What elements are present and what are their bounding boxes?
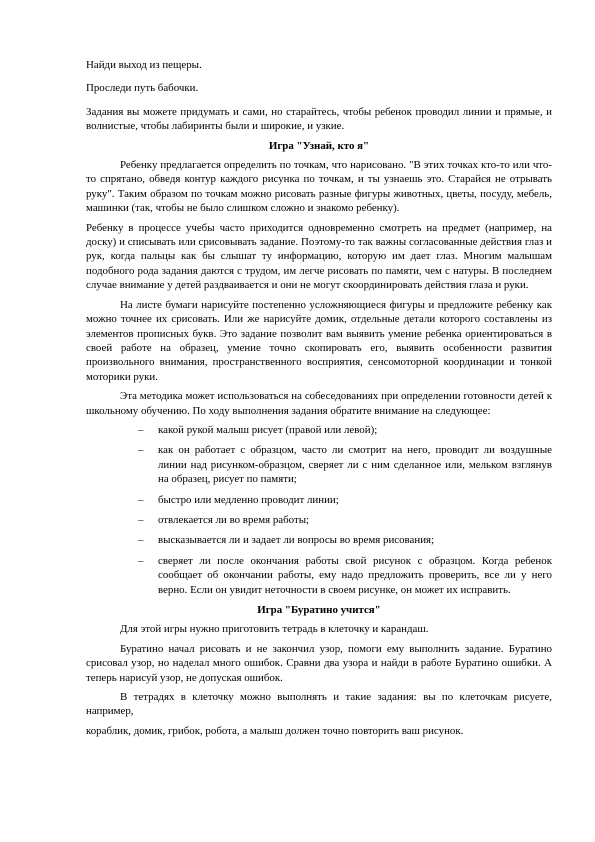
section-title-guess-who: Игра "Узнай, кто я" — [268, 139, 370, 152]
paragraph-dots-game: Ребенку предлагается определить по точкам, что нарисовано. "В этих точках кто-то или что-то спрятано, обведя контур каждого рисунка по точкам, и ты узнаешь это. Старайся не отрывать руку". Таким образом по точкам можно рисовать разные фигуры животных, цветы, посуду, мебель, машинки (так, чтобы не было слишком сложно и знакомо ребенку). — [86, 159, 552, 215]
list-item — [86, 423, 552, 437]
paragraph-copy-figures: На листе бумаги нарисуйте постепенно усложняющиеся фигуры и предложите ребенку как можно точнее их срисовать. Или же нарисуйте домик, отдельные детали которого составлены из элементов прописных букв. Это задание позволит вам выявить умение ребенка ориентироваться в своей работе на образец, умение точно скопировать его, выявить особенности развития произвольного внимания, пространственного восприятия, сенсомоторной координации и тонкой моторики руки. — [86, 298, 552, 383]
intro-paragraph: Задания вы можете придумать и сами, но старайтесь, чтобы ребенок проводил линии и прямые, и волнистые, чтобы лабиринты были и широкие, и узкие. — [86, 105, 552, 133]
list-item-text: как он работает с образцом, часто ли смотрит на него, проводит ли воздушные линии над рисунком-образцом, сверяет ли с ним сделанное или, мельком взглянув на образец, рисует по памяти; — [158, 444, 552, 486]
paragraph-eye-hand: Ребенку в процессе учебы часто приходится одновременно смотреть на предмет (например, на доску) и списывать или срисовывать задание. Поэтому-то так важны согласованные действия глаз и рук, когда пальцы как бы слышат ту информацию, которую им дает глаз. Многим малышам подобного рода задания даются с трудом, им легче рисовать по памяти, чем с натуры. В последнем случае внимание у детей раздваивается и они не могут скоординировать действия глаза и руки. — [86, 221, 552, 292]
paragraph-method-usage: Эта методика может использоваться на собеседованиях при определении готовности детей к школьному обучению. По ходу выполнения задания обратите внимание на следующее: — [86, 390, 552, 417]
dash-bullet: – — [138, 534, 144, 547]
paragraph-buratino-pattern: Буратино начал рисовать и не закончил узор, помоги ему выполнить задание. Буратино срисовал узор, но наделал много ошибок. Сравни два узора и найди в работе Буратино ошибки. А теперь нарисуй узор, не допуская ошибок. — [86, 642, 552, 684]
intro-line-cave: Найди выход из пещеры. — [86, 59, 202, 71]
list-item — [86, 493, 552, 507]
paragraph-notebook: Для этой игры нужно приготовить тетрадь в клеточку и карандаш. — [120, 623, 429, 636]
observation-list — [86, 423, 552, 597]
list-item-text: сверяет ли после окончания работы свой рисунок с образцом. Когда ребенок сообщает об окончании работы, ему надо предложить проверить, все ли у него верно. Если он увидит неточности в своем рисунке, он может их исправить. — [158, 554, 552, 596]
list-item-text: быстро или медленно проводит линии; — [158, 493, 339, 506]
document-body — [86, 58, 552, 743]
dash-bullet: – — [138, 423, 144, 436]
list-item — [86, 533, 552, 547]
section-title-buratino: Игра "Буратино учится" — [257, 604, 381, 616]
list-item — [86, 554, 552, 597]
dash-bullet: – — [138, 513, 144, 526]
dash-bullet: – — [138, 444, 144, 457]
list-item-text: отвлекается ли во время работы; — [158, 513, 310, 526]
paragraph-final-line: кораблик, домик, грибок, робота, а малыш должен точно повторить ваш рисунок. — [86, 724, 464, 737]
dash-bullet: – — [138, 554, 144, 567]
list-item-text: высказывается ли и задает ли вопросы во время рисования; — [158, 534, 435, 547]
paragraph-grid-tasks: В тетрадях в клеточку можно выполнять и такие задания: вы по клеточкам рисуете, например, — [86, 691, 552, 718]
dash-bullet: – — [138, 493, 144, 506]
list-item — [86, 513, 552, 527]
list-item-text: какой рукой малыш рисует (правой или левой); — [158, 423, 378, 436]
list-item — [86, 443, 552, 486]
intro-line-butterfly: Проследи путь бабочки. — [86, 82, 199, 95]
